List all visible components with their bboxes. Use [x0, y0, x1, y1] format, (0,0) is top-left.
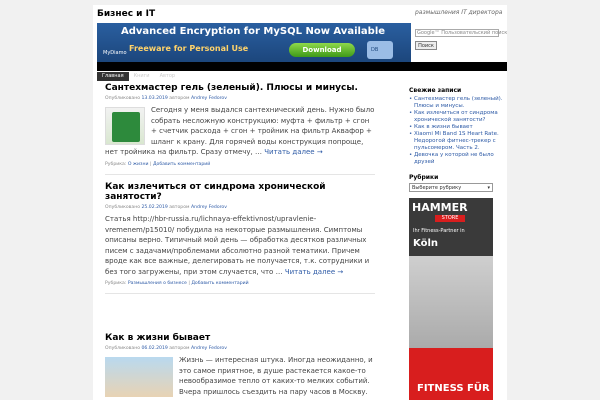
- post-excerpt: Сегодня у меня выдался сантехнический день. Нужно было собрать несложную конструкцию: муфта + фильтр + сгон + счетчик расхода + сгон + тройник на фильтр Аквафор + шланг к крану. Для горячей воды конструкция попроще, нет тройника на фильтр. Сразу отмечу, … Читать далее →: [105, 106, 375, 156]
- post-date-link[interactable]: 06.02.2019: [141, 346, 168, 351]
- recent-post-link[interactable]: • Девочка у которой не было друзей: [409, 152, 503, 166]
- sidebar-ad[interactable]: [409, 198, 493, 400]
- chevron-down-icon: ▾: [487, 185, 490, 191]
- post-date-link[interactable]: 25.02.2019: [141, 205, 168, 210]
- post-footer: Рубрика: О жизни | Добавить комментарий: [105, 161, 211, 167]
- post-title[interactable]: Как в жизни бывает: [105, 333, 211, 343]
- post-divider: [105, 293, 375, 294]
- ad-photo: [409, 256, 493, 351]
- post-author-link[interactable]: Andrey Fedorov: [190, 346, 227, 351]
- site-title[interactable]: Бизнес и IT: [97, 9, 156, 19]
- ad-bottom-text: FITNESS FÜR: [409, 348, 493, 400]
- post-thumbnail[interactable]: [105, 107, 145, 145]
- site-description: размышления IT директора: [415, 9, 503, 16]
- rubric-link[interactable]: Размышления о бизнесе: [127, 281, 187, 286]
- read-more-link[interactable]: Читать далее →: [264, 148, 323, 156]
- post-author-link[interactable]: Andrey Fedorov: [190, 96, 227, 101]
- recent-post-link[interactable]: • Как излечиться от синдрома хронической занятости?: [409, 110, 503, 124]
- read-more-link[interactable]: Читать далее →: [284, 267, 344, 276]
- ad-partner-text: Ihr Fitness-Partner in: [413, 228, 465, 234]
- post-title[interactable]: Как излечиться от синдрома хронической занятости?: [105, 182, 326, 202]
- add-comment-link[interactable]: Добавить комментарий: [191, 281, 249, 286]
- database-icon: [367, 41, 393, 59]
- banner-headline: Advanced Encryption for MySQL Now Available: [121, 26, 386, 37]
- database-icon-label: DB: [371, 47, 379, 53]
- recent-post-link[interactable]: • Как в жизни бывает: [409, 124, 503, 131]
- post-title[interactable]: Сантехмастер гель (зеленый). Плюсы и минусы.: [105, 83, 358, 93]
- rubrics-title: Рубрики: [409, 174, 439, 181]
- ad-banner[interactable]: [97, 23, 411, 62]
- recent-posts-list: [409, 96, 503, 166]
- search-hint: Google™ Пользовательский поиск: [417, 30, 507, 36]
- post-excerpt: Статья http://hbr-russia.ru/lichnaya-effektivnost/upravlenie-vremenem/p15010/ побудила на некоторые размышления. Симптомы описаны верно. Типичный мой день — обработка десятков различных писем с задачами/проблемами абсолютно разной тематики. Причем вроде как все важные, делегировать не получается, т.к. сотрудники и без того загружены, при этом случается, что … Читать далее →: [105, 215, 370, 276]
- post-excerpt: Жизнь — интересная штука. Иногда неожиданно, и это самое приятное, в душе растекается какое-то невообразимое тепло от каких-то мелких событий. Вчера пришлось съездить на пару часов в Москву.: [179, 356, 373, 396]
- nav-item-books[interactable]: Книги: [133, 73, 150, 79]
- nav-item-author[interactable]: Автор: [159, 73, 176, 79]
- ad-city: Köln: [413, 238, 438, 249]
- post-meta: Опубликовано 25.02.2019 автором Andrey Fedorov: [105, 205, 227, 210]
- add-comment-link[interactable]: Добавить комментарий: [152, 161, 211, 167]
- rubric-link[interactable]: О жизни: [127, 161, 149, 167]
- sidebar: [409, 87, 503, 400]
- page-wrapper: [93, 5, 507, 400]
- rubric-select[interactable]: Выберите рубрику ▾: [409, 183, 493, 192]
- ad-store-badge: STORE: [435, 215, 465, 222]
- search-input[interactable]: [415, 29, 507, 37]
- post-date-link[interactable]: 13.03.2019: [141, 96, 168, 101]
- main-nav: [97, 62, 507, 79]
- search-button[interactable]: Поиск: [415, 41, 437, 50]
- post: [105, 83, 375, 175]
- post: [105, 182, 375, 294]
- banner-subline: Freeware for Personal Use: [129, 44, 249, 53]
- nav-item-home[interactable]: Главная: [97, 72, 129, 81]
- post: [105, 333, 375, 397]
- ad-brand: HAMMER: [412, 201, 468, 214]
- recent-posts-title: Свежие записи: [409, 87, 462, 94]
- banner-logo: MyDiamo: [103, 50, 127, 56]
- post-footer: Рубрика: Размышления о бизнесе | Добавить комментарий: [105, 281, 249, 286]
- post-meta: Опубликовано 06.02.2019 автором Andrey Fedorov: [105, 346, 227, 351]
- recent-post-link[interactable]: • Xiaomi Mi Band 1S Heart Rate. Недорогой фитнес-трекер с пульсомером. Часть 2.: [409, 131, 503, 152]
- banner-download-button[interactable]: Download: [289, 43, 355, 57]
- recent-post-link[interactable]: • Сантехмастер гель (зеленый). Плюсы и минусы.: [409, 96, 503, 110]
- post-thumbnail[interactable]: [105, 357, 173, 397]
- post-author-link[interactable]: Andrey Fedorov: [190, 205, 227, 210]
- post-divider: [105, 174, 375, 175]
- post-meta: Опубликовано 13.03.2019 автором Andrey Fedorov: [105, 96, 227, 101]
